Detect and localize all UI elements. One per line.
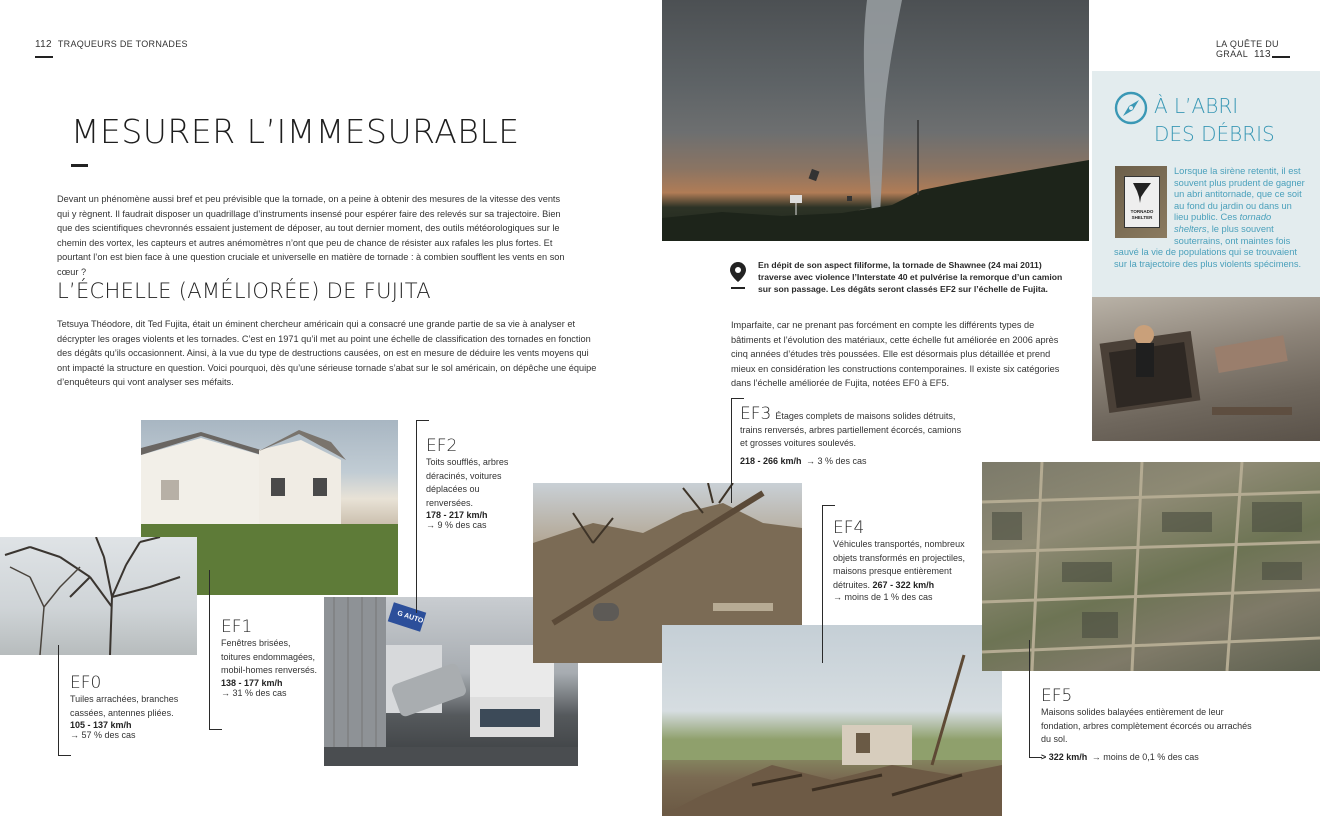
ef4-label — [833, 518, 973, 602]
ef3-name: EF3 — [740, 404, 772, 424]
ef4-photo — [662, 625, 1002, 816]
left-running-title: TRAQUEURS DE TORNADES — [57, 39, 188, 49]
title-rule — [71, 164, 88, 167]
ef4-speed: 267 - 322 km/h — [872, 579, 935, 590]
ef3-text — [740, 404, 970, 451]
ef4-bracket — [822, 505, 823, 663]
sidebar-text — [1114, 166, 1306, 270]
ef0-percentage: → 57 % des cas — [70, 730, 136, 740]
auto-sign-text: G AUTO — [396, 610, 425, 626]
sidebar-title-line2: DES DÉBRIS — [1154, 122, 1275, 146]
ef0-speed: 105 - 137 km/h — [70, 720, 132, 730]
compass-icon — [1114, 91, 1148, 130]
sidebar-text-part2: , le plus souvent souterrains, ont maintes fois sauvé la vie de populations qui se trouvaient sur la trajectoire des plus violents spécimens. — [1114, 223, 1302, 269]
ef5-speed: > 322 km/h — [1041, 751, 1088, 762]
ef5-name: EF5 — [1041, 686, 1073, 706]
sidebar-title — [1154, 92, 1275, 148]
ef2-bracket — [416, 420, 417, 613]
location-pin-icon — [730, 262, 746, 295]
right-running-header — [1216, 39, 1320, 60]
ef0-bracket — [58, 645, 59, 756]
ef0-photo — [0, 537, 197, 655]
ef3-label — [740, 404, 970, 469]
photo-caption: En dépit de son aspect filiforme, la tornade de Shawnee (24 mai 2011) traverse avec violence l’Interstate 40 et pulvérise la remorque d’un camion sur son passage. Les dégâts seront classés EF2 sur l’échelle de Fujita. — [758, 260, 1063, 294]
ef5-percentage: → moins de 0,1 % des cas — [1091, 751, 1199, 762]
ef1-description: Fenêtres brisées, toitures endommagées, mobil-homes renversés. — [221, 638, 318, 675]
ef2-label — [426, 436, 526, 530]
left-header-rule — [35, 56, 53, 58]
ef2-name: EF2 — [426, 436, 458, 456]
right-paragraph: Imparfaite, car ne prenant pas forcément en compte les différents types de bâtiments et l’évolution des matériaux, cette échelle fut améliorée en 2006 après cinq années d’études très poussées. Elle est désormais plus détaillée et prend mieux en considération les constructions contemporaines. Il existe six catégories dans l’échelle améliorée de Fujita, notées EF0 à EF5. — [731, 320, 1060, 389]
shelter-photo — [1092, 297, 1320, 441]
sign-line2: SHELTER — [1131, 215, 1153, 220]
right-page-number: 113 — [1254, 49, 1271, 60]
ef0-label — [70, 673, 182, 740]
tornado-illustration — [662, 0, 1089, 241]
ef5-photo — [982, 462, 1320, 671]
ef4-percentage: → moins de 1 % des cas — [833, 592, 933, 602]
ef2-percentage: → 9 % des cas — [426, 520, 487, 530]
right-header-rule — [1272, 56, 1290, 58]
ef1-bracket — [209, 570, 210, 730]
ef5-bracket — [1029, 640, 1030, 758]
ef4-description: Véhicules transportés, nombreux objets transformés en projectiles, maisons presque entièrement détruites. — [833, 539, 966, 590]
sign-line1: TORNADO — [1130, 209, 1154, 214]
ef0-description: Tuiles arrachées, branches cassées, antennes pliées. — [70, 694, 179, 718]
left-running-header — [35, 39, 188, 50]
sidebar-title-line1: À L’ABRI — [1154, 94, 1239, 118]
ef1-speed: 138 - 177 km/h — [221, 677, 283, 688]
ef3-speed: 218 - 266 km/h — [740, 455, 802, 466]
ef3-description: Étages complets de maisons solides détruits, trains renversés, arbres partiellement écorcés, camions et grosses voitures soulevés. — [740, 411, 962, 448]
ef0-name: EF0 — [70, 673, 102, 693]
ef2-speed: 178 - 217 km/h — [426, 510, 488, 520]
ef4-name: EF4 — [833, 518, 865, 538]
ef5-description: Maisons solides balayées entièrement de leur fondation, arbres complètement écorcés ou arrachés du sol. — [1041, 707, 1252, 744]
section-paragraph: Tetsuya Théodore, dit Ted Fujita, était un éminent chercheur américain qui a consacré une grande partie de sa vie à analyser et décrypter les orages violents et les tornades. C’est en 1971 qu’il met au point une échelle de classification des tornades en fonction des dégâts qu’ils occasionnent. Ainsi, à la vue du type de destructions causées, on est en mesure de déduire les vents moyens qui ont impacté la structure en question. Voici pourquoi, dès qu’une sérieuse tornade s’abat sur le sol américain, on dépêche une équipe d’enquêteurs qui vont analyser ses méfaits. — [57, 319, 597, 388]
sidebar-text-italic: tornado shelters — [1174, 212, 1272, 234]
ef3-bracket — [731, 398, 732, 503]
ef5-label — [1041, 686, 1261, 765]
ef4-text — [833, 538, 973, 592]
left-page-number: 112 — [35, 39, 52, 50]
ef1-label — [221, 617, 319, 698]
section-title: L’ÉCHELLE (AMÉLIORÉE) DE FUJITA — [57, 279, 431, 303]
tornado-photo — [662, 0, 1089, 241]
right-running-title: LA QUÊTE DU GRAAL — [1216, 39, 1279, 59]
ef2-description: Toits soufflés, arbres déracinés, voitures déplacées ou renversées. — [426, 457, 509, 508]
article-title: MESURER L’IMMESURABLE — [71, 112, 520, 151]
ef1-name: EF1 — [221, 617, 253, 637]
sidebar-text-part1: Lorsque la sirène retentit, il est souvent plus prudent de gagner un abri antitornade, que ce soit au fond du jardin ou dans un lieu public. Ces — [1174, 166, 1305, 223]
ef1-percentage: → 31 % des cas — [221, 687, 287, 698]
intro-paragraph: Devant un phénomène aussi bref et peu prévisible que la tornade, on a peine à obtenir des mesures de la vitesse des vents qui y règnent. Il faudrait disposer un quadrillage d’instruments insensé pour espérer faire des relevés sur sa trajectoire. Bien que des scientifiques chevronnés essaient justement de déposer, au tout dernier moment, des outils météorologiques sur le chemin des vortex, les capteurs et autres anémomètres n’ont que peu de chance de résister aux rafales les plus fortes. Et pourtant l’on est bien face à une question cruciale et universelle en matière de tornade : à combien soufflent les vents en son cœur ? — [57, 194, 565, 277]
ef3-percentage: → 3 % des cas — [806, 455, 867, 466]
